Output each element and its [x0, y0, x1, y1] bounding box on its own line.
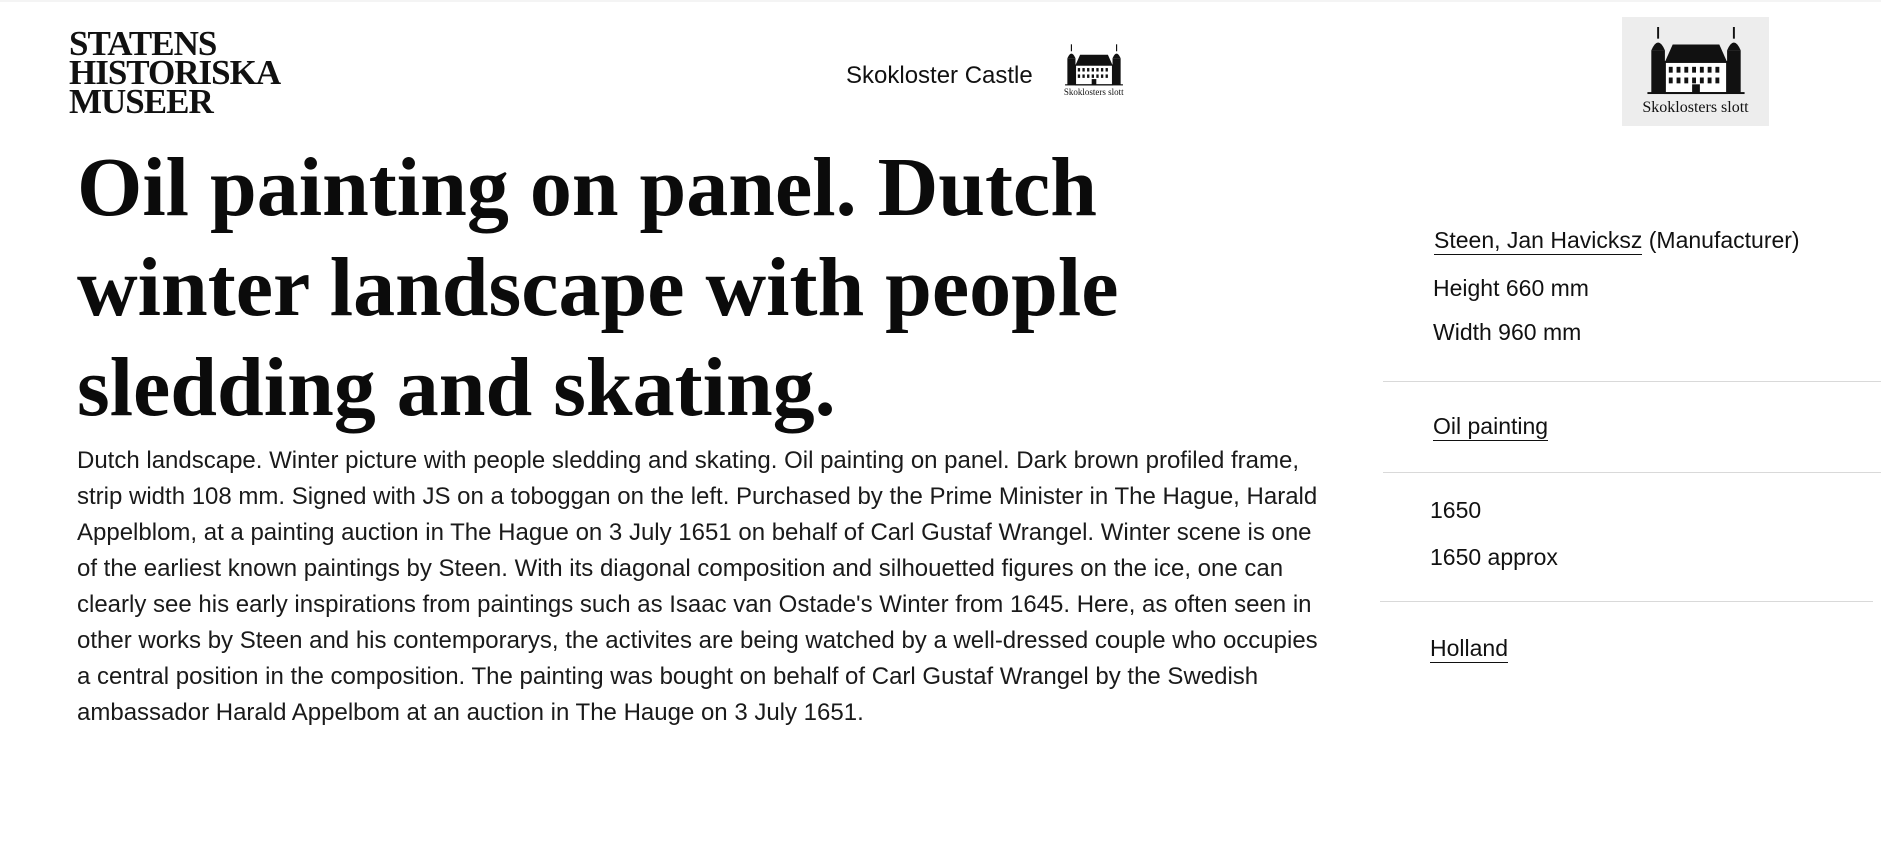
divider: [1383, 472, 1881, 473]
place-row: [1430, 634, 1508, 662]
castle-icon: [1647, 27, 1745, 95]
castle-icon: [1065, 42, 1123, 86]
date-value: 1650: [1430, 497, 1482, 523]
maker-role-label: (Manufacturer): [1648, 227, 1800, 253]
top-hairline: [0, 0, 1881, 2]
technique-link[interactable]: Oil painting: [1433, 413, 1549, 439]
object-title: Oil painting on panel. Dutch winter landscape with people sledding and skating.: [77, 141, 1119, 434]
date-approx-value: 1650 approx: [1430, 544, 1558, 570]
brand-line-2: HISTORISKA: [69, 53, 281, 92]
divider: [1383, 381, 1881, 382]
width-value: Width 960 mm: [1433, 319, 1582, 345]
collection-name: Skokloster Castle: [846, 62, 1033, 89]
object-description: Dutch landscape. Winter picture with people sledding and skating. Oil painting on panel. Dark brown profiled frame, strip width 108 mm. Signed with JS on a toboggan on the left. Purchased by the Prime Minister in The Hague, Harald Appelblom, at a painting auction in The Hague on 3 July 1651 on behalf of Carl Gustaf Wrangel. Winter scene is one of the earliest known paintings by Steen. With its diagonal composition and silhouetted figures on the ice, one can clearly see his early inspirations from paintings such as Isaac van Ostade's Winter from 1645. Here, as often seen in other works by Steen and his contemporarys, the activites are being watched by a well-dressed couple who occupies a central position in the composition. The painting was bought on behalf of Carl Gustaf Wrangel by the Swedish ambassador Harald Appelbom at an auction in The Hauge on 3 July 1651.: [77, 447, 1318, 726]
skokloster-slott-badge[interactable]: [1622, 17, 1769, 126]
maker-link[interactable]: Steen, Jan Havicksz: [1434, 227, 1643, 253]
maker-row: [1434, 226, 1800, 254]
brand-line-1: STATENS: [69, 24, 217, 63]
site-logo-statens-historiska-museer[interactable]: [69, 24, 309, 121]
castle-logo-caption: Skoklosters slott: [1063, 87, 1124, 97]
height-value: Height 660 mm: [1433, 275, 1589, 301]
place-link[interactable]: Holland: [1430, 635, 1508, 661]
divider: [1380, 601, 1873, 602]
technique-row: [1433, 412, 1548, 440]
castle-logo: [1061, 42, 1127, 97]
badge-caption: Skoklosters slott: [1642, 99, 1749, 116]
collection-link-skokloster[interactable]: [846, 42, 1127, 97]
brand-line-3: MUSEER: [69, 82, 213, 121]
